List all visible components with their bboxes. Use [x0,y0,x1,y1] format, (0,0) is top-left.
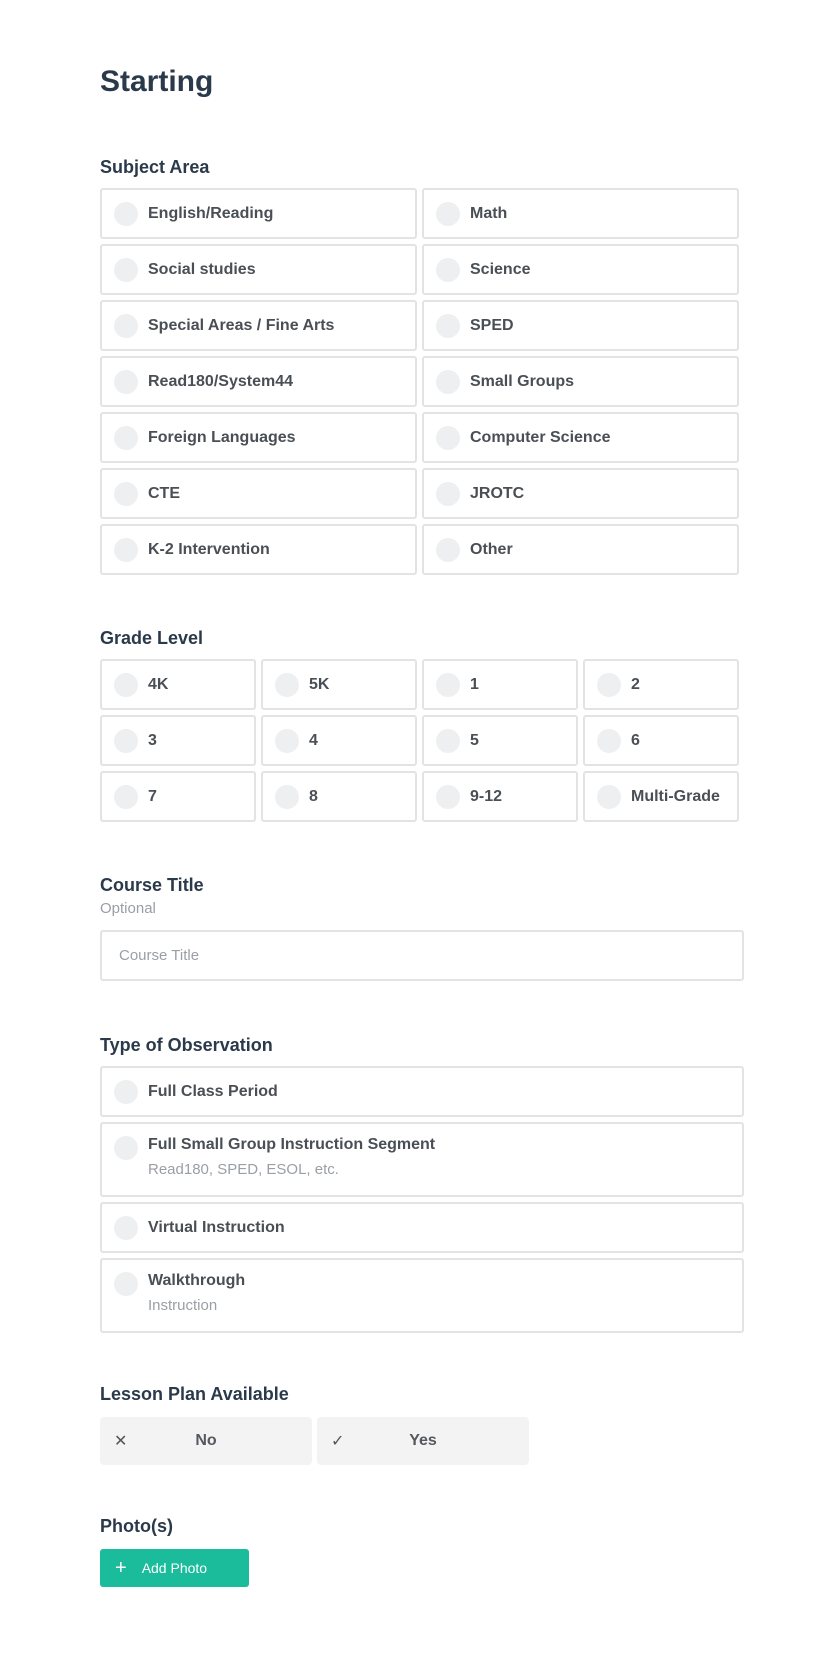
option-label: JROTC [470,484,525,502]
radio-icon[interactable] [436,785,460,809]
option-sublabel: Instruction [148,1297,218,1314]
subject-option-jrotc[interactable] [422,468,739,519]
radio-icon[interactable] [275,729,299,753]
option-label: Virtual Instruction [148,1218,285,1236]
option-label: 8 [309,787,318,805]
option-label: Social studies [148,260,256,278]
subject-option-special-areas[interactable] [100,300,417,351]
subject-option-small-groups[interactable] [422,356,739,407]
subject-option-foreign-languages[interactable] [100,412,417,463]
radio-icon[interactable] [114,202,138,226]
grade-option-1[interactable] [422,659,578,710]
option-label: 1 [470,675,479,693]
radio-icon[interactable] [436,202,460,226]
option-label: Science [470,260,531,278]
subject-option-english-reading[interactable] [100,188,417,239]
option-label: SPED [470,316,514,334]
option-label: Other [470,540,513,558]
option-label: Small Groups [470,372,575,390]
option-label: English/Reading [148,204,274,222]
observation-option-full-class[interactable] [100,1066,744,1117]
grade-level-section [100,627,840,822]
grade-option-5k[interactable] [261,659,417,710]
add-photo-button[interactable] [100,1549,249,1587]
option-label: 4 [309,731,318,749]
lesson-plan-toggle [100,1417,840,1465]
option-label: 4K [148,675,169,693]
grade-option-8[interactable] [261,771,417,822]
radio-icon[interactable] [114,785,138,809]
option-label: Walkthrough [148,1272,246,1289]
radio-icon[interactable] [114,370,138,394]
option-text [148,1272,245,1314]
page-title: Starting [100,65,214,98]
option-label: 2 [631,675,640,693]
lesson-plan-yes-button[interactable] [317,1417,529,1465]
option-label: Special Areas / Fine Arts [148,316,335,334]
observation-option-small-group[interactable] [100,1122,744,1197]
option-label: Multi-Grade [631,787,720,805]
subject-option-social-studies[interactable] [100,244,417,295]
option-label: CTE [148,484,180,502]
grade-option-9-12[interactable] [422,771,578,822]
toggle-label: Yes [409,1432,437,1449]
lesson-plan-no-button[interactable] [100,1417,312,1465]
subject-option-math[interactable] [422,188,739,239]
radio-icon[interactable] [114,426,138,450]
subject-option-cte[interactable] [100,468,417,519]
option-label: Read180/System44 [148,372,293,390]
course-title-section [100,874,840,981]
lesson-plan-section [100,1383,840,1465]
course-title-input[interactable] [100,930,744,981]
option-label: Full Small Group Instruction Segment [148,1136,436,1153]
radio-icon[interactable] [114,258,138,282]
grade-option-7[interactable] [100,771,256,822]
option-label: K-2 Intervention [148,540,270,558]
lesson-plan-heading: Lesson Plan Available [100,1384,289,1404]
grade-level-heading: Grade Level [100,628,204,648]
radio-icon[interactable] [114,1080,138,1104]
radio-icon[interactable] [436,729,460,753]
radio-icon[interactable] [436,370,460,394]
subject-area-section [100,156,840,575]
photos-section [100,1515,840,1587]
radio-icon[interactable] [114,538,138,562]
radio-icon[interactable] [114,1216,138,1240]
course-title-heading: Course Title [100,875,204,895]
subject-area-options [100,188,840,575]
option-label: 5K [309,675,330,693]
grade-option-5[interactable] [422,715,578,766]
close-icon: ✕ [114,1433,128,1450]
radio-icon[interactable] [597,785,621,809]
grade-option-4k[interactable] [100,659,256,710]
subject-option-k2-intervention[interactable] [100,524,417,575]
option-label: Full Class Period [148,1082,278,1100]
grade-level-options [100,659,840,822]
add-photo-label: Add Photo [141,1560,208,1576]
radio-icon[interactable] [436,673,460,697]
observation-heading: Type of Observation [100,1035,273,1055]
subject-area-heading: Subject Area [100,157,210,177]
grade-option-4[interactable] [261,715,417,766]
subject-option-read180[interactable] [100,356,417,407]
toggle-label: No [195,1432,217,1449]
observation-option-walkthrough[interactable] [100,1258,744,1333]
observation-section [100,1034,840,1333]
subject-option-sped[interactable] [422,300,739,351]
course-title-optional: Optional [100,900,156,917]
grade-option-3[interactable] [100,715,256,766]
radio-icon[interactable] [436,538,460,562]
option-label: 7 [148,787,157,805]
radio-icon[interactable] [275,785,299,809]
option-label: 5 [470,731,479,749]
radio-icon[interactable] [114,729,138,753]
photos-heading: Photo(s) [100,1516,173,1536]
radio-icon[interactable] [436,426,460,450]
check-icon: ✓ [331,1433,345,1450]
subject-option-science[interactable] [422,244,739,295]
observation-options [100,1066,744,1333]
radio-icon[interactable] [114,1136,138,1160]
radio-icon[interactable] [597,673,621,697]
radio-icon[interactable] [114,482,138,506]
option-label: Foreign Languages [148,428,296,446]
plus-icon: + [115,1557,127,1579]
option-label: Computer Science [470,428,611,446]
subject-option-computer-science[interactable] [422,412,739,463]
radio-icon[interactable] [114,673,138,697]
grade-option-2[interactable] [583,659,739,710]
radio-icon[interactable] [114,314,138,338]
radio-icon[interactable] [436,314,460,338]
option-label: 9-12 [470,787,503,805]
option-label: Math [470,204,508,222]
option-text [148,1136,435,1178]
observation-option-virtual[interactable] [100,1202,744,1253]
grade-option-multi-grade[interactable] [583,771,739,822]
option-sublabel: Read180, SPED, ESOL, etc. [148,1161,339,1178]
grade-option-6[interactable] [583,715,739,766]
radio-icon[interactable] [597,729,621,753]
subject-option-other[interactable] [422,524,739,575]
radio-icon[interactable] [436,258,460,282]
radio-icon[interactable] [436,482,460,506]
radio-icon[interactable] [275,673,299,697]
option-label: 3 [148,731,157,749]
radio-icon[interactable] [114,1272,138,1296]
option-label: 6 [631,731,640,749]
